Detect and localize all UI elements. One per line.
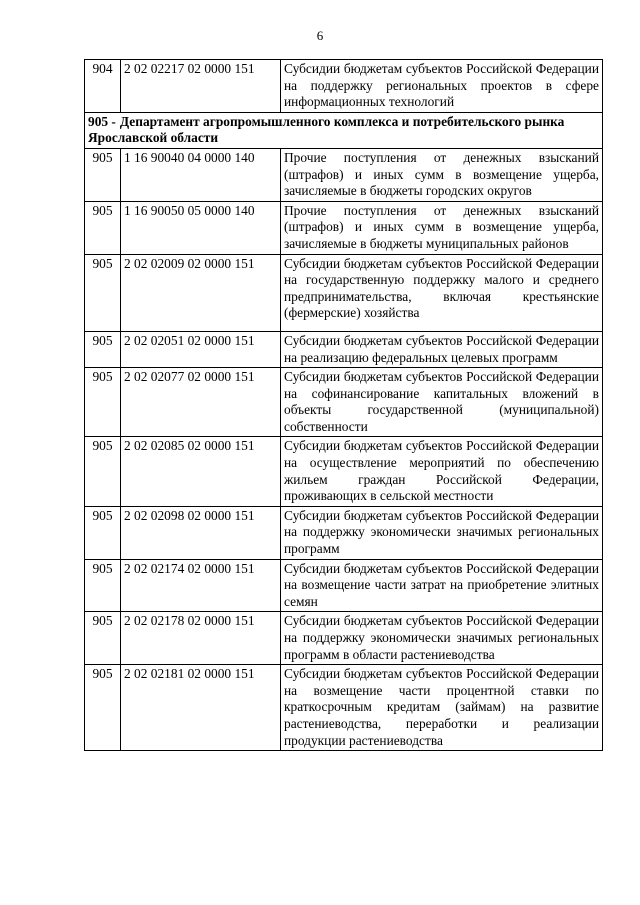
revenue-name-cell: Субсидии бюджетам субъектов Российской Федерации на возмещение части процентной ставки по краткосрочным кредитам (займам) на развитие растениеводства, переработки и реализации продукции растениеводства bbox=[281, 665, 603, 751]
revenue-code-cell: 2 02 02178 02 0000 151 bbox=[121, 612, 281, 665]
revenue-name-cell: Субсидии бюджетам субъектов Российской Федерации на софинансирование капитальных вложений в объекты государственной (муниципальной) собственности bbox=[281, 368, 603, 437]
section-code: 905 - bbox=[88, 113, 116, 129]
admin-code-cell: 905 bbox=[85, 368, 121, 437]
table-row bbox=[85, 437, 603, 506]
revenue-code-cell: 2 02 02174 02 0000 151 bbox=[121, 559, 281, 612]
table-row bbox=[85, 368, 603, 437]
table-row bbox=[85, 612, 603, 665]
table-row bbox=[85, 60, 603, 113]
admin-code-cell: 905 bbox=[85, 665, 121, 751]
revenue-code-cell: 2 02 02077 02 0000 151 bbox=[121, 368, 281, 437]
revenue-name-cell: Субсидии бюджетам субъектов Российской Федерации на поддержку экономически значимых региональных программ bbox=[281, 506, 603, 559]
admin-code-cell: 905 bbox=[85, 612, 121, 665]
admin-code-cell: 905 bbox=[85, 559, 121, 612]
revenue-name-cell: Прочие поступления от денежных взысканий (штрафов) и иных сумм в возмещение ущерба, зачисляемые в бюджеты муниципальных районов bbox=[281, 201, 603, 254]
section-title: Департамент агропромышленного комплекса и потребительского рынка Ярославской области bbox=[88, 113, 565, 146]
revenue-name-cell: Субсидии бюджетам субъектов Российской Федерации на возмещение части затрат на приобретение элитных семян bbox=[281, 559, 603, 612]
admin-code-cell: 904 bbox=[85, 60, 121, 113]
revenue-name-cell: Прочие поступления от денежных взысканий (штрафов) и иных сумм в возмещение ущерба, зачисляемые в бюджеты городских округов bbox=[281, 148, 603, 201]
revenue-code-cell: 2 02 02217 02 0000 151 bbox=[121, 60, 281, 113]
revenue-code-cell: 1 16 90040 04 0000 140 bbox=[121, 148, 281, 201]
revenue-name-cell: Субсидии бюджетам субъектов Российской Федерации на государственную поддержку малого и среднего предпринимательства, включая крестьянские (фермерские) хозяйства bbox=[281, 254, 603, 331]
revenue-name-cell: Субсидии бюджетам субъектов Российской Федерации на поддержку региональных проектов в сфере информационных технологий bbox=[281, 60, 603, 113]
revenue-name-cell: Субсидии бюджетам субъектов Российской Федерации на поддержку экономически значимых региональных программ в области растениеводства bbox=[281, 612, 603, 665]
admin-code-cell: 905 bbox=[85, 331, 121, 367]
revenue-name-cell: Субсидии бюджетам субъектов Российской Федерации на осуществление мероприятий по обеспечению жильем граждан Российской Федерации, проживающих в сельской местности bbox=[281, 437, 603, 506]
admin-code-cell: 905 bbox=[85, 506, 121, 559]
revenue-code-cell: 1 16 90050 05 0000 140 bbox=[121, 201, 281, 254]
table-row bbox=[85, 254, 603, 331]
page-number: 6 bbox=[316, 28, 324, 43]
table-row bbox=[85, 148, 603, 201]
revenue-code-cell: 2 02 02085 02 0000 151 bbox=[121, 437, 281, 506]
admin-code-cell: 905 bbox=[85, 254, 121, 331]
table-row bbox=[85, 559, 603, 612]
table-row bbox=[85, 331, 603, 367]
revenue-codes-table bbox=[84, 59, 603, 751]
section-heading bbox=[85, 112, 603, 148]
revenue-code-cell: 2 02 02009 02 0000 151 bbox=[121, 254, 281, 331]
revenue-code-cell: 2 02 02181 02 0000 151 bbox=[121, 665, 281, 751]
table-row bbox=[85, 506, 603, 559]
revenue-code-cell: 2 02 02098 02 0000 151 bbox=[121, 506, 281, 559]
admin-code-cell: 905 bbox=[85, 201, 121, 254]
revenue-name-cell: Субсидии бюджетам субъектов Российской Федерации на реализацию федеральных целевых программ bbox=[281, 331, 603, 367]
revenue-code-cell: 2 02 02051 02 0000 151 bbox=[121, 331, 281, 367]
admin-code-cell: 905 bbox=[85, 148, 121, 201]
table-row bbox=[85, 665, 603, 751]
table-row bbox=[85, 201, 603, 254]
section-heading-row bbox=[85, 112, 603, 148]
admin-code-cell: 905 bbox=[85, 437, 121, 506]
